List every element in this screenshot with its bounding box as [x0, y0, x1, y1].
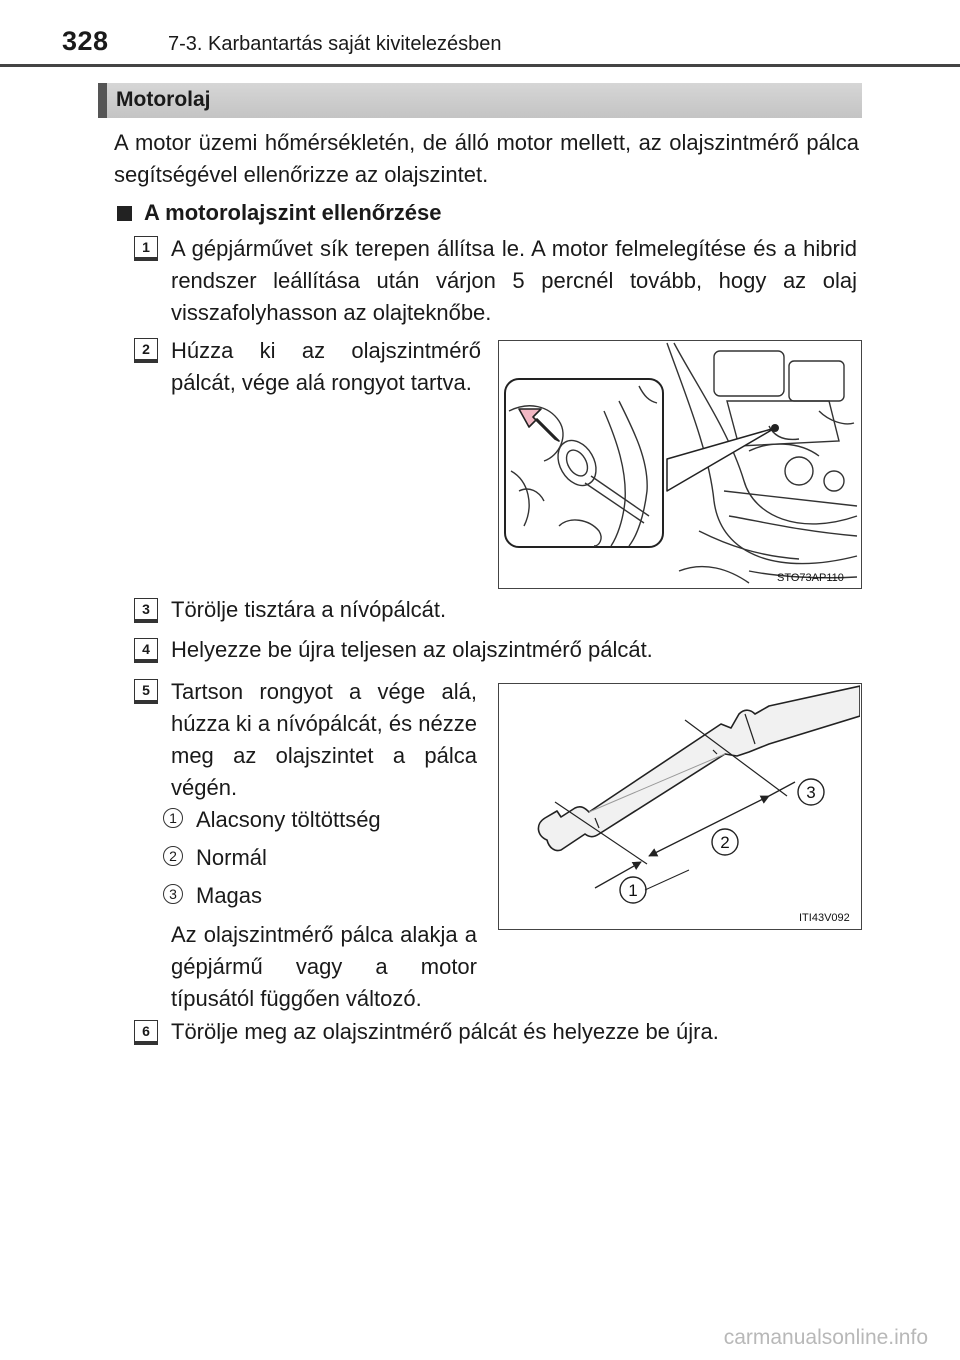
- square-bullet-icon: [117, 206, 132, 221]
- dipstick-illustration: [499, 684, 860, 928]
- step-badge-4: 4: [134, 638, 158, 660]
- step-badge-1: 1: [134, 236, 158, 258]
- step-4-text: Helyezze be újra teljesen az olajszintmérő pálcát.: [171, 637, 653, 662]
- step-3-text: Törölje tisztára a nívópálcát.: [171, 597, 447, 622]
- intro-paragraph: A motor üzemi hőmérsékletén, de álló motor mellett, az olajszintmérő pálca segítségével ellenőrizze az olajszintet.: [114, 130, 859, 187]
- level-1-label: Alacsony töltöttség: [196, 807, 381, 832]
- subsection-title: A motorolajszint ellenőrzése: [144, 200, 442, 225]
- step-5-text: Tartson rongyot a vége alá, húzza ki a nívópálcát, és nézze meg az olajszintet a pálca végén.: [171, 679, 477, 800]
- step-badge-2: 2: [134, 338, 158, 360]
- section-title: Motorolaj: [116, 88, 211, 111]
- header-divider: [0, 64, 960, 67]
- subsection-heading: [117, 200, 441, 226]
- dipstick-figure: [498, 683, 862, 930]
- step-2-text: Húzza ki az olajszintmérő pálcát, vége alá rongyot tartva.: [171, 338, 481, 395]
- engine-figure-code: STO73AP110: [777, 572, 844, 584]
- callout-2: 2: [720, 833, 730, 852]
- engine-bay-illustration: [499, 341, 860, 587]
- section-header: [98, 83, 862, 118]
- step-6-text: Törölje meg az olajszintmérő pálcát és helyezze be újra.: [171, 1019, 719, 1044]
- step-1-text: A gépjárművet sík terepen állítsa le. A motor felmelegítése és a hibrid rendszer leállítása után várjon 5 percnél tovább, hogy az olaj visszafolyhasson az olajteknőbe.: [171, 236, 857, 325]
- level-1-number: 1: [163, 808, 183, 828]
- dipstick-figure-code: ITI43V092: [799, 912, 850, 924]
- level-3-number: 3: [163, 884, 183, 904]
- level-2-number: 2: [163, 846, 183, 866]
- step-badge-5: 5: [134, 679, 158, 701]
- level-2-label: Normál: [196, 845, 267, 870]
- section-stripe: [98, 83, 107, 118]
- engine-bay-figure: [498, 340, 862, 589]
- chapter-title: 7-3. Karbantartás saját kivitelezésben: [168, 33, 502, 55]
- callout-1: 1: [628, 881, 638, 900]
- step-badge-6: 6: [134, 1020, 158, 1042]
- watermark: carmanualsonline.info: [723, 1326, 928, 1349]
- callout-3: 3: [806, 783, 816, 802]
- dipstick-shape-note: Az olajszintmérő pálca alakja a gépjármű vagy a motor típusától függően változó.: [171, 922, 477, 1011]
- step-badge-3: 3: [134, 598, 158, 620]
- page-number: 328: [62, 26, 109, 56]
- level-3-label: Magas: [196, 883, 263, 908]
